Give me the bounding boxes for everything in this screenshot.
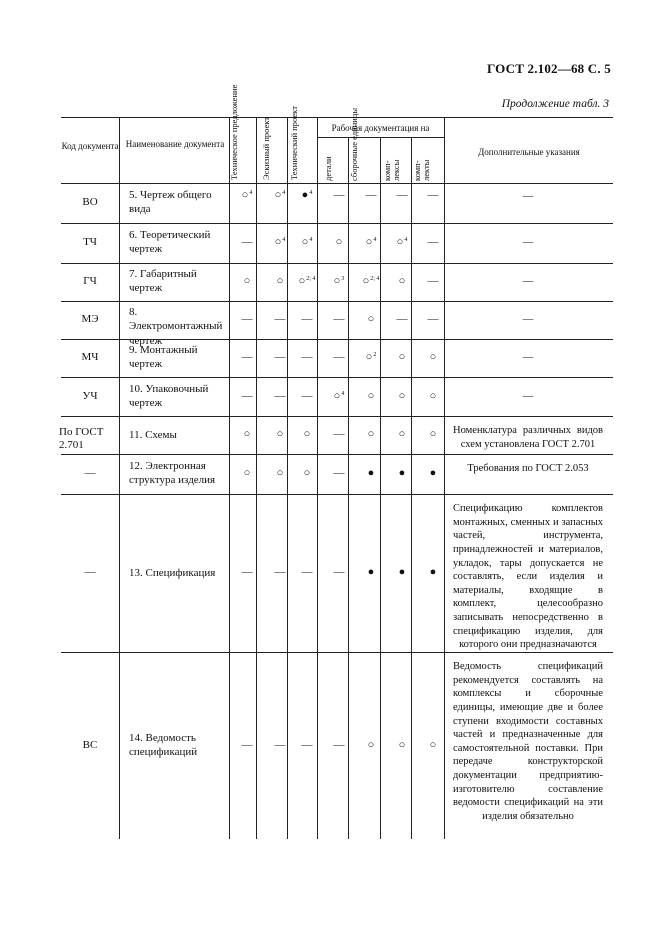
document-name: 13. Спецификация xyxy=(129,567,216,579)
mark-symbol: — xyxy=(333,428,345,440)
additional-note: Требования по ГОСТ 2.053 xyxy=(467,463,589,474)
applicability-mark xyxy=(233,237,261,248)
applicability-mark xyxy=(233,314,261,325)
mark-footnote: 2; 4 xyxy=(306,276,316,282)
mark-symbol: ○ xyxy=(398,389,406,402)
document-name: 5. Чертеж общего вида xyxy=(129,189,212,216)
additional-note: — xyxy=(522,314,534,325)
applicability-mark xyxy=(357,429,385,440)
applicability-mark xyxy=(419,190,447,201)
applicability-mark xyxy=(268,429,292,440)
mark-symbol: — xyxy=(301,738,313,751)
mark-symbol: ○ xyxy=(301,236,309,248)
mark-symbol: — xyxy=(274,389,286,402)
mark-symbol: — xyxy=(241,313,253,325)
mark-symbol: — xyxy=(427,236,439,248)
table-continuation-label: Продолжение табл. 3 xyxy=(501,98,609,110)
mark-symbol: ○ xyxy=(398,738,406,751)
mark-symbol: ○ xyxy=(429,351,437,363)
applicability-mark xyxy=(233,740,261,751)
applicability-mark xyxy=(325,567,353,578)
applicability-mark xyxy=(357,740,385,751)
document-code: УЧ xyxy=(82,389,98,402)
mark-symbol: ○ xyxy=(276,428,284,440)
applicability-mark xyxy=(325,391,353,402)
mark-symbol: ○ xyxy=(398,351,406,363)
mark-symbol: — xyxy=(241,566,253,578)
mark-symbol: — xyxy=(427,313,439,325)
document-code: ТЧ xyxy=(83,236,97,248)
mark-symbol: — xyxy=(396,313,408,325)
applicability-mark xyxy=(388,468,416,479)
mark-symbol: ○ xyxy=(276,467,284,479)
col-header-stage3: Технический проект xyxy=(289,106,299,180)
document-name: 12. Электронная структура изделия xyxy=(129,460,216,487)
document-name: 8. Электромонтажный чертеж xyxy=(129,306,223,347)
mark-symbol: ○ xyxy=(335,236,343,248)
additional-note: — xyxy=(522,276,534,287)
mark-symbol: ○ xyxy=(243,467,251,479)
mark-symbol: ○ xyxy=(274,189,282,201)
applicability-mark xyxy=(296,740,318,751)
mark-symbol: ○ xyxy=(243,428,251,440)
row-separator xyxy=(61,223,613,224)
document-code: По ГОСТ 2.701 xyxy=(59,426,104,452)
mark-symbol: ○ xyxy=(276,275,284,287)
mark-footnote: 4 xyxy=(282,190,286,196)
mark-symbol: — xyxy=(274,351,286,363)
applicability-mark xyxy=(419,352,447,363)
mark-symbol: — xyxy=(274,738,286,751)
mark-symbol: ○ xyxy=(274,236,282,248)
mark-symbol: — xyxy=(333,467,345,479)
mark-footnote: 2 xyxy=(373,352,377,358)
mark-footnote: 4 xyxy=(309,237,313,243)
mark-symbol: ○ xyxy=(333,275,341,287)
mark-symbol: — xyxy=(301,566,313,578)
applicability-mark xyxy=(357,567,385,578)
row-separator xyxy=(61,416,613,417)
mark-footnote: 4 xyxy=(249,190,253,196)
mark-symbol: ○ xyxy=(298,275,306,287)
mark-symbol: — xyxy=(333,313,345,325)
column-divider xyxy=(229,117,230,839)
applicability-mark xyxy=(233,352,261,363)
applicability-mark xyxy=(388,352,416,363)
additional-note: — xyxy=(522,237,534,248)
mark-symbol: ● xyxy=(429,467,437,479)
mark-footnote: 4 xyxy=(282,237,286,243)
mark-symbol: — xyxy=(333,566,345,578)
applicability-mark xyxy=(233,276,261,287)
mark-symbol: — xyxy=(365,189,377,201)
document-name: 10. Упаковочный чертеж xyxy=(129,382,209,409)
applicability-mark xyxy=(296,352,318,363)
applicability-mark xyxy=(388,391,416,402)
mark-symbol: ○ xyxy=(429,428,437,440)
applicability-mark xyxy=(268,314,292,325)
additional-note: Ведомость спецификаций рекомендуется составлять на комплексы и сборочные единицы, имеющие две и более ступени входимости составных частей и предназначенные для самостоятельной поставки. При передаче конструкторской документации предприятию-изготовителю составление ведомости спецификаций на эти изделия обязательно xyxy=(453,661,603,823)
document-name: 7. Габаритный чертеж xyxy=(129,268,197,295)
document-name: 6. Теоретический чертеж xyxy=(129,229,211,256)
applicability-mark xyxy=(388,567,416,578)
additional-note: — xyxy=(522,191,534,202)
col-header-complexes: комп-лексы xyxy=(382,159,401,181)
applicability-mark xyxy=(233,567,261,578)
applicability-mark xyxy=(296,567,318,578)
additional-note: — xyxy=(522,390,534,402)
mark-symbol: — xyxy=(301,313,313,325)
applicability-mark xyxy=(419,237,447,248)
row-separator xyxy=(61,454,613,455)
applicability-mark xyxy=(388,237,416,248)
mark-footnote: 4 xyxy=(341,390,345,397)
mark-symbol: ○ xyxy=(333,389,341,402)
document-name: 14. Ведомость спецификаций xyxy=(129,731,198,758)
applicability-mark xyxy=(325,237,353,248)
mark-symbol: ○ xyxy=(367,738,375,751)
mark-symbol: ○ xyxy=(303,467,311,479)
applicability-mark xyxy=(268,237,292,248)
document-code: ГЧ xyxy=(83,275,97,287)
mark-symbol: ○ xyxy=(365,351,373,363)
row-separator xyxy=(61,301,613,302)
mark-symbol: ○ xyxy=(396,236,404,248)
mark-symbol: — xyxy=(333,189,345,201)
mark-symbol: — xyxy=(427,275,439,287)
mark-symbol: — xyxy=(301,351,313,363)
mark-symbol: ○ xyxy=(303,428,311,440)
row-separator xyxy=(61,652,613,653)
applicability-mark xyxy=(296,468,318,479)
applicability-mark xyxy=(268,352,292,363)
applicability-mark xyxy=(419,740,447,751)
applicability-mark xyxy=(388,740,416,751)
document-code: ВО xyxy=(82,196,98,208)
document-code: МЧ xyxy=(81,351,99,363)
col-header-name: Наименование документа xyxy=(125,139,225,149)
mark-symbol: ○ xyxy=(367,389,375,402)
row-separator xyxy=(61,494,613,495)
applicability-mark xyxy=(296,429,318,440)
applicability-mark xyxy=(233,429,261,440)
applicability-mark xyxy=(325,314,353,325)
applicability-mark xyxy=(268,468,292,479)
document-code: ВС xyxy=(82,738,98,751)
col-header-code: Код документа xyxy=(61,141,119,151)
mark-footnote: 2; 4 xyxy=(370,276,380,282)
applicability-mark xyxy=(296,276,318,287)
mark-symbol: ○ xyxy=(398,428,406,440)
mark-footnote: 4 xyxy=(373,237,377,243)
applicability-mark xyxy=(419,567,447,578)
row-separator xyxy=(61,263,613,264)
applicability-mark xyxy=(296,391,318,402)
applicability-mark xyxy=(325,190,353,201)
applicability-mark xyxy=(357,468,385,479)
applicability-mark xyxy=(268,567,292,578)
mark-symbol: ○ xyxy=(241,189,249,201)
mark-symbol: ○ xyxy=(429,738,437,751)
applicability-mark xyxy=(388,429,416,440)
applicability-mark xyxy=(357,276,385,287)
applicability-mark xyxy=(419,276,447,287)
applicability-mark xyxy=(268,276,292,287)
mark-footnote: 3 xyxy=(341,276,345,282)
applicability-mark xyxy=(357,190,385,201)
applicability-mark xyxy=(419,391,447,402)
mark-symbol: ○ xyxy=(365,236,373,248)
applicability-mark xyxy=(268,190,292,201)
col-header-assembly-units: сборочные единицы xyxy=(349,107,359,181)
applicability-mark xyxy=(296,190,318,201)
col-header-stage2: Эскизный проект xyxy=(261,116,271,180)
header-bottom-border xyxy=(61,183,613,184)
mark-symbol: ● xyxy=(367,566,375,578)
applicability-mark xyxy=(357,391,385,402)
document-code: — xyxy=(84,467,96,479)
applicability-mark xyxy=(388,314,416,325)
applicability-mark xyxy=(419,468,447,479)
mark-symbol: ● xyxy=(367,467,375,479)
mark-symbol: — xyxy=(333,738,345,751)
mark-symbol: — xyxy=(396,189,408,201)
applicability-mark xyxy=(233,190,261,201)
mark-symbol: ● xyxy=(398,566,406,578)
mark-symbol: — xyxy=(333,351,345,363)
mark-symbol: — xyxy=(241,389,253,402)
applicability-mark xyxy=(325,740,353,751)
col-header-stage1: Техническое предложение xyxy=(229,84,239,180)
mark-symbol: ● xyxy=(301,189,309,201)
applicability-mark xyxy=(268,391,292,402)
mark-symbol: — xyxy=(427,189,439,201)
document-name: 9. Монтажный чертеж xyxy=(129,344,198,371)
mark-symbol: ● xyxy=(429,566,437,578)
applicability-mark xyxy=(357,352,385,363)
applicability-mark xyxy=(268,740,292,751)
row-separator xyxy=(61,377,613,378)
applicability-mark xyxy=(325,352,353,363)
applicability-mark xyxy=(419,429,447,440)
applicability-mark xyxy=(325,468,353,479)
applicability-mark xyxy=(296,237,318,248)
mark-symbol: ● xyxy=(398,467,406,479)
mark-footnote: 4 xyxy=(309,190,313,196)
row-separator xyxy=(61,339,613,340)
mark-symbol: — xyxy=(274,313,286,325)
document-code: — xyxy=(84,566,96,578)
mark-symbol: — xyxy=(241,236,253,248)
mark-symbol: — xyxy=(241,738,253,751)
applicability-mark xyxy=(325,276,353,287)
column-divider xyxy=(119,117,120,839)
applicability-mark xyxy=(357,314,385,325)
applicability-mark xyxy=(388,276,416,287)
additional-note: Номенклатура различных видов схем установлена ГОСТ 2.701 xyxy=(453,425,603,450)
mark-symbol: — xyxy=(241,351,253,363)
applicability-mark xyxy=(325,429,353,440)
col-header-notes: Дополнительные указания xyxy=(478,147,580,157)
additional-note: Спецификацию комплектов монтажных, сменных и запасных частей, инструмента, принадлежностей и материалов, укладок, тары допускается не составлять, если изделия и материалы, входящие в комплект, целесообразно записывать непосредственно в спецификацию изделия, для которого они предназначаются xyxy=(453,503,603,651)
applicability-mark xyxy=(419,314,447,325)
applicability-mark xyxy=(388,190,416,201)
col-header-working-docs: Рабочая документация на xyxy=(331,123,430,133)
applicability-mark xyxy=(296,314,318,325)
mark-footnote: 4 xyxy=(404,237,408,243)
document-code: МЭ xyxy=(81,313,99,325)
mark-symbol: ○ xyxy=(367,313,375,325)
page-header: ГОСТ 2.102—68 С. 5 xyxy=(486,61,611,76)
additional-note: — xyxy=(522,352,534,363)
mark-symbol: — xyxy=(274,566,286,578)
col-header-kits: комп-лекты xyxy=(412,159,431,181)
applicability-mark xyxy=(233,468,261,479)
mark-symbol: ○ xyxy=(398,275,406,287)
document-name: 11. Схемы xyxy=(129,429,177,441)
applicability-mark xyxy=(357,237,385,248)
mark-symbol: ○ xyxy=(362,275,370,287)
mark-symbol: ○ xyxy=(367,428,375,440)
col-header-details: детали xyxy=(323,156,333,181)
applicability-mark xyxy=(233,391,261,402)
mark-symbol: ○ xyxy=(429,389,437,402)
mark-symbol: — xyxy=(301,389,313,402)
mark-symbol: ○ xyxy=(243,275,251,287)
table-top-border xyxy=(61,117,613,118)
